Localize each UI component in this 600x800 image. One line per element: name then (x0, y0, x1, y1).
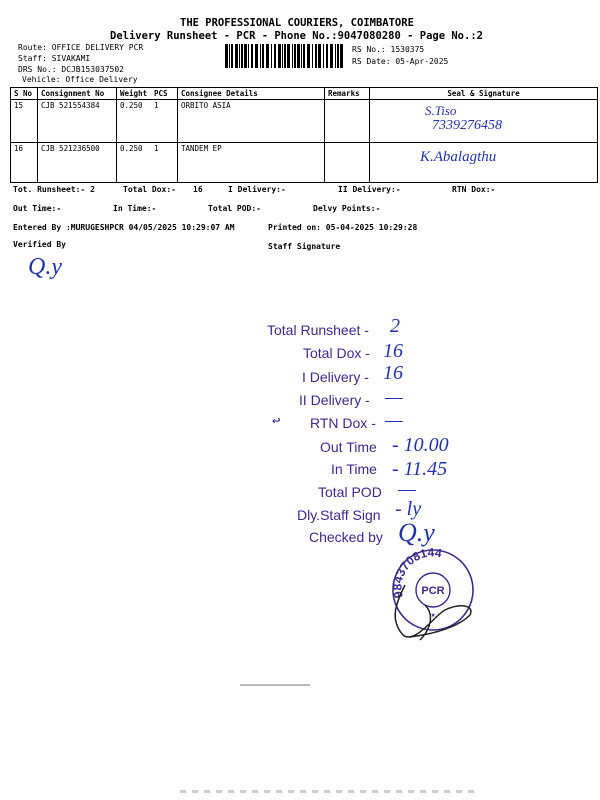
faint-mark (240, 684, 310, 686)
stamp-ii-delivery: II Delivery - (299, 392, 370, 408)
cell-signature (370, 100, 598, 143)
stamp-total-pod-value: — (398, 478, 416, 500)
cell-remarks (325, 143, 370, 183)
tot-runsheet: Tot. Runsheet:- 2 (13, 185, 95, 194)
col-consignment: Consignment No (38, 88, 117, 100)
rs-date: RS Date: 05-Apr-2025 (352, 57, 449, 66)
company-name: THE PROFESSIONAL COURIERS, COIMBATORE (180, 17, 414, 29)
runsheet-table (10, 87, 598, 183)
cell-sno: 16 (11, 143, 38, 183)
runsheet-title: Delivery Runsheet - PCR - Phone No.:9047080280 - Page No.:2 (110, 30, 483, 42)
col-remarks: Remarks (325, 88, 370, 100)
cell-pcs: 1 (151, 100, 178, 143)
cell-sno: 15 (11, 100, 38, 143)
verified-signature: Q.y (28, 254, 62, 280)
seal-signature-scribble (385, 575, 485, 650)
table-header-row (11, 88, 598, 100)
cell-consignment: CJB 521236500 (38, 143, 117, 183)
stamp-in-time-value: - 11.45 (392, 458, 448, 480)
staff-signature-label: Staff Signature (268, 242, 341, 251)
stamp-total-runsheet: Total Runsheet - (267, 322, 369, 338)
stamp-total-runsheet-value: 2 (390, 315, 400, 337)
stamp-total-dox-value: 16 (383, 340, 403, 362)
stamp-total-pod: Total POD (318, 484, 382, 500)
stamp-rtn-dox: RTN Dox - (310, 415, 376, 431)
cell-weight: 0.250 (117, 143, 152, 183)
stamp-checked-by-value: Q.y (398, 518, 435, 547)
stamp-rtn-dox-value: — (385, 409, 403, 431)
drs-number: DRS No.: DCJB153037502 (18, 65, 124, 74)
faint-bottom-mark (180, 790, 480, 793)
ii-delivery: II Delivery:- (338, 185, 401, 194)
handwritten-name: K.Abalagthu (420, 149, 497, 165)
col-pcs: PCS (151, 88, 178, 100)
printed-on: Printed on: 05-04-2025 10:29:28 (268, 223, 418, 232)
col-sno: S No (11, 88, 38, 100)
stamp-ii-delivery-value: — (385, 386, 403, 408)
out-time: Out Time:- (13, 204, 62, 213)
seal-center-text: PCR (421, 585, 445, 597)
svg-text:★: ★ (430, 610, 436, 619)
hook-mark-icon: ↩ (272, 413, 281, 429)
delvy-points: Delvy Points:- (313, 204, 381, 213)
total-pod: Total POD:- (208, 204, 261, 213)
i-delivery: I Delivery:- (228, 185, 286, 194)
in-time: In Time:- (113, 204, 157, 213)
stamp-i-delivery: I Delivery - (302, 369, 369, 385)
rs-number: RS No.: 1530375 (352, 45, 425, 54)
cell-consignee: ORBITO ASIA (178, 100, 325, 143)
col-weight: Weight (117, 88, 152, 100)
stamp-dly-staff-sign: Dly.Staff Sign (297, 507, 381, 523)
total-dox-value: 16 (193, 185, 203, 194)
cell-remarks (325, 100, 370, 143)
stamp-i-delivery-value: 16 (383, 362, 403, 384)
cell-consignee: TANDEM EP (178, 143, 325, 183)
handwritten-name: S.Tiso (425, 103, 457, 118)
cell-pcs: 1 (151, 143, 178, 183)
stamp-dly-staff-sign-value: - ly (395, 498, 422, 520)
table-row (11, 143, 598, 183)
stamp-checked-by: Checked by (309, 529, 383, 545)
stamp-total-dox: Total Dox - (303, 345, 370, 361)
cell-consignment: CJB 521554384 (38, 100, 117, 143)
stamp-in-time: In Time (331, 461, 377, 477)
route-label: Route: OFFICE DELIVERY PCR (18, 43, 144, 52)
stamp-out-time-value: - 10.00 (392, 434, 449, 456)
stamp-out-time: Out Time (320, 439, 377, 455)
verified-by: Verified By (13, 240, 66, 249)
staff-label: Staff: SIVAKAMI (18, 54, 91, 63)
entered-by: Entered By :MURUGESHPCR 04/05/2025 10:29:07 AM (13, 223, 235, 232)
total-dox-label: Total Dox:- (123, 185, 176, 194)
seal-ring-text: 9843708144 (390, 545, 443, 600)
barcode (225, 44, 345, 70)
cell-weight: 0.250 (117, 100, 152, 143)
col-seal-signature: Seal & Signature (370, 88, 598, 100)
rtn-dox: RTN Dox:- (452, 185, 496, 194)
col-consignee: Consignee Details (178, 88, 325, 100)
handwritten-phone: 7339276458 (432, 118, 502, 133)
cell-signature (370, 143, 598, 183)
vehicle-label: Vehicle: Office Delivery (22, 75, 138, 84)
table-row (11, 100, 598, 143)
